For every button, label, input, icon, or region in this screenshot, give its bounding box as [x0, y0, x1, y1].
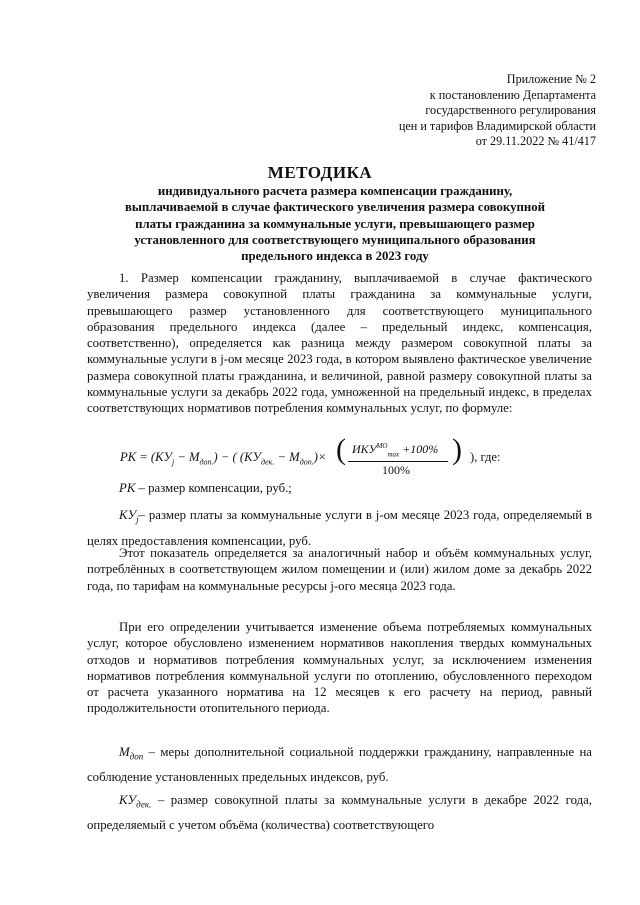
kuj-label: $KУ_j$ — [119, 508, 139, 525]
paragraph-2: Этот показатель определяется за аналогичный набор и объём коммунальных услуг, потреблённых в соответствующем жилом помещении и (или) жилом доме за декабрь 2022 года, по тарифам на коммунальные ресурсы j-ого месяца 2023 года. — [87, 546, 592, 593]
subtitle-line: индивидуального расчета размера компенсации гражданину, — [157, 184, 513, 198]
document-subtitle — [70, 183, 600, 264]
compensation-formula — [120, 433, 540, 479]
subtitle-line: платы гражданина за коммунальные услуги, превышающего размер — [135, 216, 535, 231]
document-title: МЕТОДИКА — [267, 163, 373, 182]
fraction-denominator: 100% — [382, 463, 410, 477]
pk-label: PK — [119, 481, 136, 495]
subtitle-line: предельного индекса в 2023 году — [241, 249, 429, 264]
formula-lhs: PK = $(KУ_j - M_{доп.})$ − ( $(KУ_{дек.} - M_{доп.})\times$ — [120, 450, 327, 467]
pk-definition — [87, 480, 592, 496]
paragraph-3: При его определении учитывается изменение объема потребляемых коммунальных услуг, которое обусловлено изменением нормативов накопления твердых коммунальных отходов и нормативов потребления коммунальных услуг, за исключением изменения нормативов потребления коммунальной услуги по отоплению, обусловленного переходом от расчета указанного норматива на 12 месяцев к его расчету на период, равный продолжительности отопительного периода. — [87, 620, 592, 716]
kudek-text: – размер совокупной платы за коммунальные услуги в декабре 2022 года, определяемый с учетом объёма (количества) соответствующего — [87, 793, 592, 832]
pk-text: – размер компенсации, руб.; — [135, 481, 292, 495]
formula-where: ), где: — [470, 450, 501, 464]
paragraph-1: 1. Размер компенсации гражданину, выплачиваемой в случае фактического увеличения размера совокупной платы гражданина за коммунальные услуги, превышающего размер установленного для соответствующего муниципального образования предельного индекса (далее – предельный индекс, компенсация, соответственно), определяется как разница между размером совокупной платы за коммунальные услуги в j-ом месяце 2023 года, в котором выявлено фактическое увеличение размера совокупной платы гражданина, и величиной, равной размеру совокупной платы за коммунальные услуги за декабрь 2022 года, умноженной на предельный индекс, в пределах соответствующих нормативов потребления коммунальных услуг, по формуле: — [87, 271, 592, 416]
appendix-line: государственного регулирования — [425, 103, 596, 118]
subtitle-line: выплачиваемой в случае фактического увеличения размера совокупной — [125, 200, 545, 215]
appendix-line: к постановлению Департамента — [429, 87, 596, 102]
close-paren: ) — [452, 433, 462, 466]
mdop-definition — [87, 742, 592, 787]
subtitle-line: установленного для соответствующего муниципального образования — [134, 232, 536, 247]
mdop-text: – меры дополнительной социальной поддержки гражданину, направленные на соблюдение установленных предельных индексов, руб. — [87, 745, 592, 784]
open-paren: ( — [336, 433, 346, 466]
appendix-block — [399, 72, 596, 150]
mdop-label: $M_{доп}$ — [119, 745, 144, 762]
kudek-label: $KУ_{дек.}$ — [119, 793, 152, 810]
appendix-line: цен и тарифов Владимирской области — [398, 118, 596, 133]
fraction-bar — [348, 461, 448, 462]
kuj-text: – размер платы за коммунальные услуги в j-ом месяце 2023 года, определяемый в целях предоставления компенсации, руб. — [87, 508, 592, 548]
fraction-numerator: $ИКУ^{МО}_{max} +100\%$ — [352, 442, 439, 459]
kudek-definition — [87, 790, 592, 835]
appendix-line: Приложение № 2 — [506, 72, 596, 86]
appendix-line: от 29.11.2022 № 41/417 — [475, 134, 596, 149]
